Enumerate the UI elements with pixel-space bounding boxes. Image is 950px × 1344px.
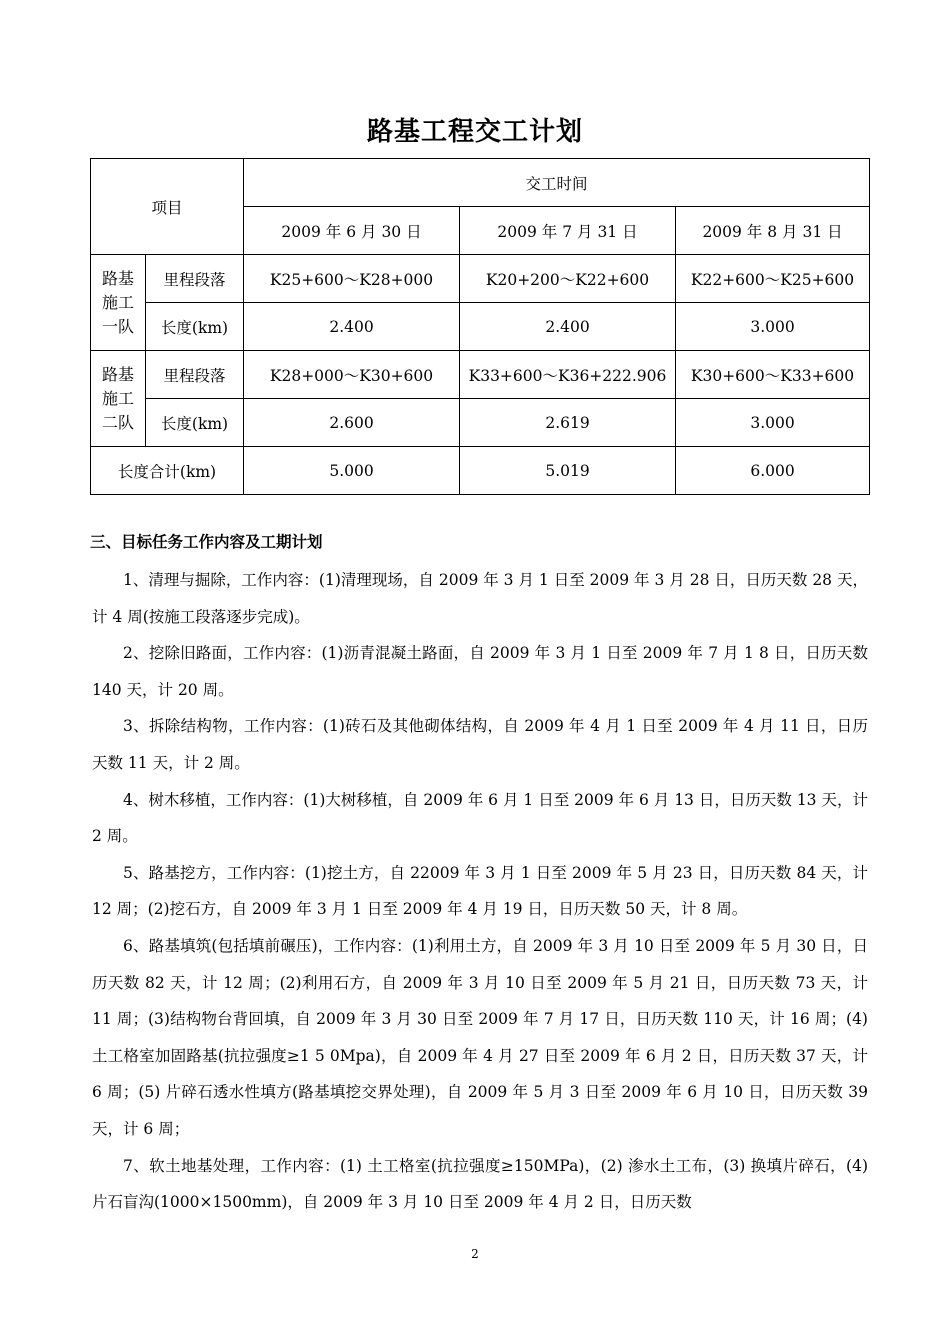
length-cell: 3.000 <box>676 399 870 447</box>
length-cell: 2.619 <box>460 399 676 447</box>
paragraph: 4、树木移植，工作内容：(1)大树移植，自 2009 年 6 月 1 日至 2009 年 6 月 13 日，日历天数 13 天，计 2 周。 <box>92 790 868 846</box>
team1-name-line: 路基 <box>101 268 134 288</box>
length-cell: 2.400 <box>460 303 676 351</box>
length-cell: 2.600 <box>244 399 460 447</box>
length-label-cell: 长度(km) <box>146 399 244 447</box>
team1-name-line: 一队 <box>101 316 134 336</box>
table-row <box>91 255 870 303</box>
paragraph: 7、软土地基处理，工作内容：(1) 土工格室(抗拉强度≥150MPa)，(2) 渗水土工布，(3) 换填片碎石，(4) 片石盲沟(1000×1500mm)，自 2009 年 3 月 10 日至 2009 年 4 月 2 日，日历天数 <box>92 1156 868 1212</box>
team2-name-line: 路基 <box>101 364 134 384</box>
table-header-row <box>91 159 870 207</box>
body-text <box>92 562 868 1221</box>
page-number: 2 <box>471 1247 479 1261</box>
length-label-cell: 长度(km) <box>146 303 244 351</box>
team2-name-line: 二队 <box>101 412 134 432</box>
team1-name-line: 施工 <box>101 292 134 312</box>
date-cell: 2009 年 6 月 30 日 <box>244 207 460 255</box>
paragraph: 3、拆除结构物，工作内容：(1)砖石及其他砌体结构，自 2009 年 4 月 1 日至 2009 年 4 月 11 日，日历天数 11 天，计 2 周。 <box>92 717 868 772</box>
segment-cell: K20+200～K22+600 <box>460 255 676 303</box>
paragraph: 2、挖除旧路面，工作内容：(1)沥青混凝土路面，自 2009 年 3 月 1 日至 2009 年 7 月 1 8 日，日历天数 140 天，计 20 周。 <box>92 644 868 699</box>
handover-time-header-cell: 交工时间 <box>244 159 870 207</box>
date-cell: 2009 年 8 月 31 日 <box>676 207 870 255</box>
length-cell: 2.400 <box>244 303 460 351</box>
length-cell: 3.000 <box>676 303 870 351</box>
paragraph: 5、路基挖方，工作内容：(1)挖土方，自 22009 年 3 月 1 日至 2009 年 5 月 23 日，日历天数 84 天，计 12 周；(2)挖石方，自 2009 年 3 月 1 日至 2009 年 4 月 19 日，日历天数 50 天，计 8 周。 <box>92 863 868 919</box>
total-label-cell: 长度合计(km) <box>91 447 244 495</box>
table-total-row <box>91 447 870 495</box>
team2-name-line: 施工 <box>101 388 134 408</box>
table-row <box>91 351 870 399</box>
table-row <box>91 303 870 351</box>
project-header-cell: 项目 <box>91 159 244 255</box>
segment-cell: K25+600～K28+000 <box>244 255 460 303</box>
page-title: 路基工程交工计划 <box>366 117 583 147</box>
segment-cell: K30+600～K33+600 <box>676 351 870 399</box>
segment-cell: K33+600～K36+222.906 <box>460 351 676 399</box>
total-cell: 5.000 <box>244 447 460 495</box>
total-cell: 6.000 <box>676 447 870 495</box>
handover-plan-table <box>90 158 870 495</box>
total-cell: 5.019 <box>460 447 676 495</box>
segment-cell: K28+000～K30+600 <box>244 351 460 399</box>
section-heading: 三、目标任务工作内容及工期计划 <box>90 533 323 551</box>
paragraph: 6、路基填筑(包括填前碾压)，工作内容：(1)利用土方，自 2009 年 3 月 10 日至 2009 年 5 月 30 日，日历天数 82 天，计 12 周；(2)利用石方，自 2009 年 3 月 10 日至 2009 年 5 月 21 日，日历天数 73 天，计 11 周；(3)结构物台背回填，自 2009 年 3 月 30 日至 2009 年 7 月 17 日，日历天数 110 天，计 16 周；(4)土工格室加固路基(抗拉强度≥1 5 0Mpa)，自 2009 年 4 月 27 日至 2009 年 6 月 2 日，日历天数 37 天，计 6 周；(5) 片碎石透水性填方(路基填挖交界处理)，自 2009 年 5 月 3 日至 2009 年 6 月 10 日，日历天数 39 天，计 6 周； <box>92 936 868 1138</box>
team2-name-cell <box>91 351 146 447</box>
segment-cell: K22+600～K25+600 <box>676 255 870 303</box>
segment-label-cell: 里程段落 <box>146 255 244 303</box>
segment-label-cell: 里程段落 <box>146 351 244 399</box>
team1-name-cell <box>91 255 146 351</box>
date-cell: 2009 年 7 月 31 日 <box>460 207 676 255</box>
table-row <box>91 399 870 447</box>
paragraph: 1、清理与掘除，工作内容：(1)清理现场，自 2009 年 3 月 1 日至 2009 年 3 月 28 日，日历天数 28 天，计 4 周(按施工段落逐步完成)。 <box>92 571 868 626</box>
